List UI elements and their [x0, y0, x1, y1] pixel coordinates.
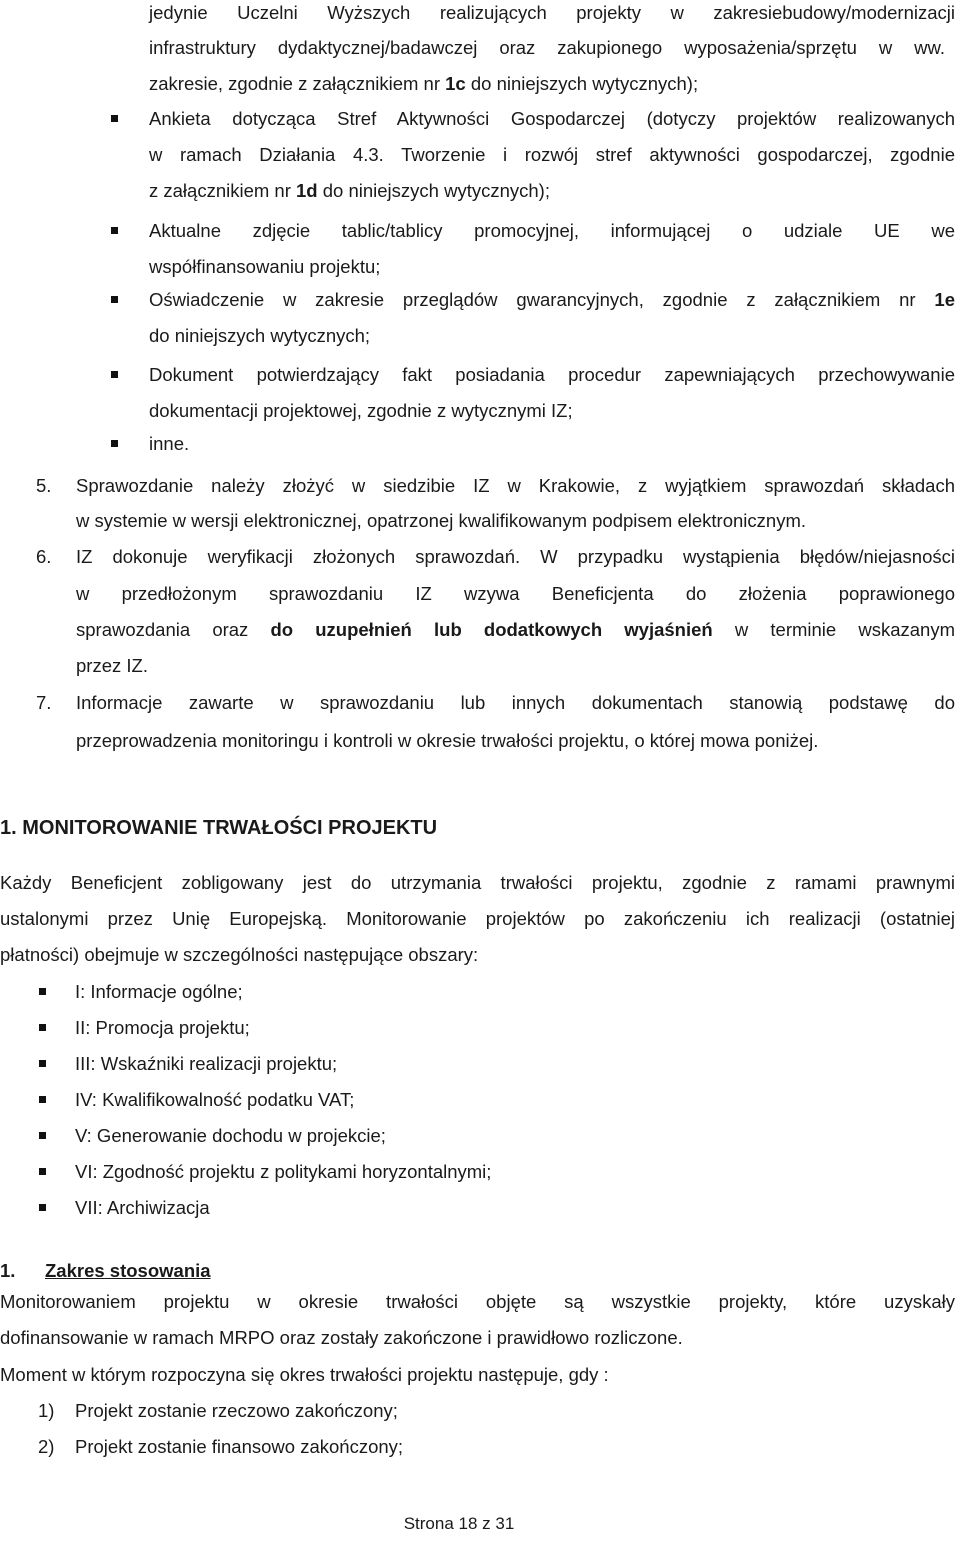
list-item: V: Generowanie dochodu w projekcie;	[75, 1125, 386, 1146]
paragraph-line: dofinansowanie w ramach MRPO oraz zostały zakończone i prawidłowo rozliczone.	[0, 1327, 683, 1348]
text-line: przez IZ.	[76, 655, 148, 676]
list-item: inne.	[149, 433, 190, 454]
list-item: VI: Zgodność projektu z politykami horyzontalnymi;	[75, 1161, 492, 1182]
list-item: IZ dokonuje weryfikacji złożonych sprawozdań. W przypadku wystąpienia błędów/niejasności	[76, 546, 955, 567]
bullet-icon	[39, 1132, 46, 1139]
paragraph-line: Moment w którym rozpoczyna się okres trwałości projektu następuje, gdy :	[0, 1364, 609, 1385]
bullet-icon	[39, 1060, 46, 1067]
bullet-icon	[111, 227, 118, 234]
list-item: Ankieta dotycząca Stref Aktywności Gospodarczej (dotyczy projektów realizowanych	[149, 108, 955, 129]
text-line: w przedłożonym sprawozdaniu IZ wzywa Beneficjenta do złożenia poprawionego	[76, 583, 955, 604]
list-item: Informacje zawarte w sprawozdaniu lub innych dokumentach stanowią podstawę do	[76, 692, 955, 713]
list-item: I: Informacje ogólne;	[75, 981, 243, 1002]
list-item: II: Promocja projektu;	[75, 1017, 250, 1038]
bullet-icon	[39, 1204, 46, 1211]
bullet-icon	[111, 296, 118, 303]
text-line: zakresie, zgodnie z załącznikiem nr 1c do niniejszych wytycznych);	[149, 73, 699, 94]
list-item: III: Wskaźniki realizacji projektu;	[75, 1053, 338, 1074]
bullet-icon	[111, 115, 118, 122]
text-line: do niniejszych wytycznych;	[149, 325, 371, 346]
list-number: 7.	[36, 692, 52, 713]
text-line: w ramach Działania 4.3. Tworzenie i rozwój stref aktywności gospodarczej, zgodnie	[149, 144, 955, 165]
list-item: Dokument potwierdzający fakt posiadania procedur zapewniających przechowywanie	[149, 364, 955, 385]
bullet-icon	[39, 1168, 46, 1175]
text-line: sprawozdania oraz do uzupełnień lub dodatkowych wyjaśnień w terminie wskazanym	[76, 619, 956, 640]
list-item: IV: Kwalifikowalność podatku VAT;	[75, 1089, 355, 1110]
paragraph-line: ustalonymi przez Unię Europejską. Monitorowanie projektów po zakończeniu ich realizacji (ostatniej	[0, 908, 955, 929]
list-number: 2)	[38, 1436, 55, 1457]
bullet-icon	[39, 988, 46, 995]
text-line: jedynie Uczelni Wyższych realizujących projekty w zakresiebudowy/modernizacji	[149, 2, 955, 23]
bullet-icon	[39, 1096, 46, 1103]
text-line: współfinansowaniu projektu;	[149, 256, 381, 277]
paragraph-line: płatności) obejmuje w szczególności następujące obszary:	[0, 944, 479, 965]
text-line: infrastruktury dydaktycznej/badawczej oraz zakupionego wyposażenia/sprzętu w ww.	[149, 37, 945, 58]
list-item: Projekt zostanie finansowo zakończony;	[75, 1436, 404, 1457]
paragraph-line: Każdy Beneficjent zobligowany jest do utrzymania trwałości projektu, zgodnie z ramami prawnymi	[0, 872, 955, 893]
list-item: Projekt zostanie rzeczowo zakończony;	[75, 1400, 398, 1421]
list-number: 5.	[36, 475, 52, 496]
bullet-icon	[39, 1024, 46, 1031]
paragraph-line: Monitorowaniem projektu w okresie trwałości objęte są wszystkie projekty, które uzyskały	[0, 1291, 955, 1312]
list-number: 6.	[36, 546, 52, 567]
subsection-title: Zakres stosowania	[45, 1260, 211, 1281]
subsection-number: 1.	[0, 1260, 16, 1281]
text-line: w systemie w wersji elektronicznej, opatrzonej kwalifikowanym podpisem elektronicznym.	[76, 510, 806, 531]
text-line: dokumentacji projektowej, zgodnie z wytycznymi IZ;	[149, 400, 573, 421]
list-item: Aktualne zdjęcie tablic/tablicy promocyjnej, informującej o udziale UE we	[149, 220, 955, 241]
list-item: VII: Archiwizacja	[75, 1197, 210, 1218]
section-title: 1. MONITOROWANIE TRWAŁOŚCI PROJEKTU	[0, 817, 438, 839]
text-line: z załącznikiem nr 1d do niniejszych wytycznych);	[149, 180, 550, 201]
list-number: 1)	[38, 1400, 55, 1421]
text-line: przeprowadzenia monitoringu i kontroli w okresie trwałości projektu, o której mowa poniżej.	[76, 730, 819, 751]
list-item: Oświadczenie w zakresie przeglądów gwarancyjnych, zgodnie z załącznikiem nr 1e	[149, 289, 955, 310]
bullet-icon	[111, 371, 118, 378]
page-number: Strona 18 z 31	[403, 1514, 515, 1533]
bullet-icon	[111, 440, 118, 447]
list-item: Sprawozdanie należy złożyć w siedzibie IZ w Krakowie, z wyjątkiem sprawozdań składach	[76, 475, 955, 496]
